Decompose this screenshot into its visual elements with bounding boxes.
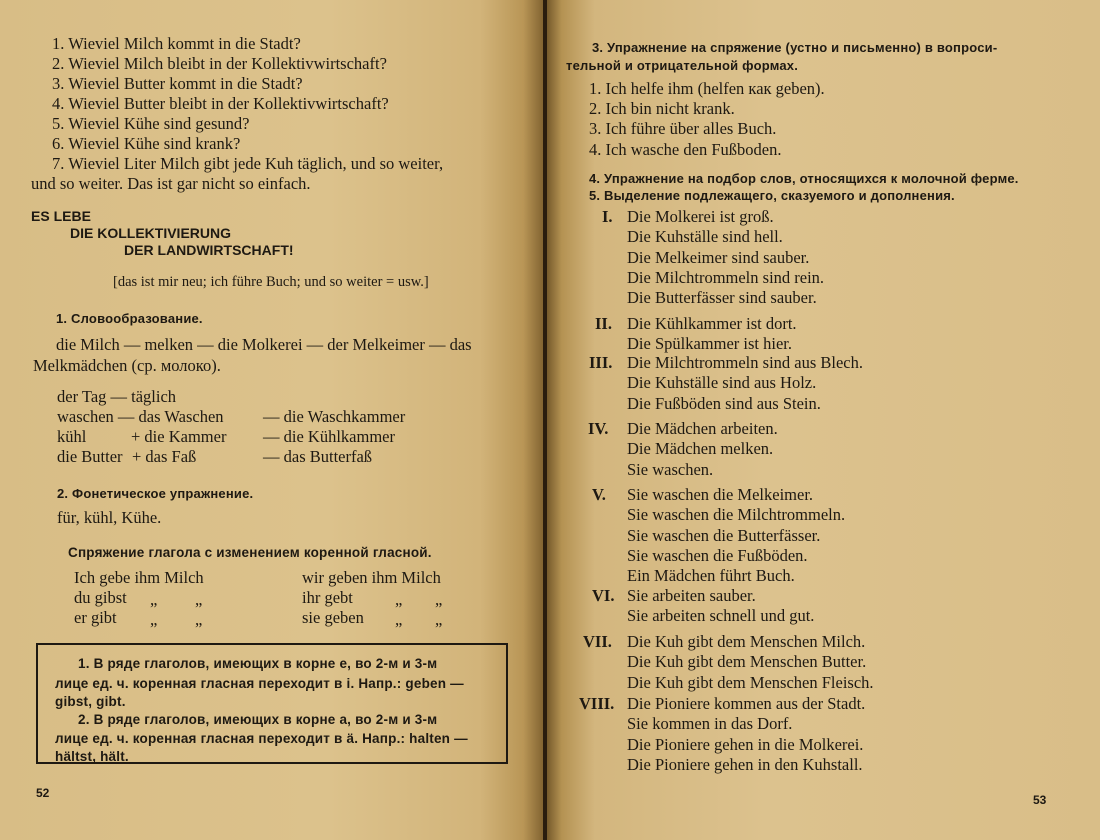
sentence-line: Ein Mädchen führt Buch. xyxy=(627,566,795,586)
vocab-note: [das ist mir neu; ich führe Buch; und so weiter = usw.] xyxy=(113,274,429,290)
question-7: 7. Wieviel Liter Milch gibt jede Kuh täglich, und so weiter, xyxy=(52,154,444,173)
section-numeral: VIII. xyxy=(579,694,615,713)
word-row-2-col3: — die Waschkammer xyxy=(263,407,406,426)
sentence-line: Sie kommen in das Dorf. xyxy=(627,714,793,734)
sentence-line: Die Kuhställe sind hell. xyxy=(627,227,783,247)
exercise-2-words: für, kühl, Kühe. xyxy=(57,508,162,527)
conj-left-1: Ich gebe ihm Milch xyxy=(74,568,204,587)
rule-2-line-3: hältst, hält. xyxy=(55,749,129,764)
sentence-line: Sie waschen die Fußböden. xyxy=(627,545,808,565)
sentence-line: Sie arbeiten sauber. xyxy=(627,586,756,605)
exercise-3-title-line-1: 3. Упражнение на спряжение (устно и письменно) в вопроси- xyxy=(592,40,998,55)
conj-left-3: er gibt xyxy=(74,608,117,627)
book-gutter xyxy=(543,0,547,840)
word-row-3-col1: kühl xyxy=(57,427,87,446)
question-4: 4. Wieviel Butter bleibt in der Kollektivwirtschaft? xyxy=(52,94,389,113)
rule-1-line-3: gibst, gibt. xyxy=(55,694,126,709)
section-numeral: IV. xyxy=(588,419,609,438)
question-7-cont: und so weiter. Das ist gar nicht so einfach. xyxy=(31,174,311,193)
section-numeral: VII. xyxy=(583,632,612,651)
sentence-line: Sie waschen. xyxy=(627,459,714,479)
exercise-1-title: 1. Словообразование. xyxy=(56,311,203,326)
exercise-3-item-2: 2. Ich bin nicht krank. xyxy=(589,99,735,118)
left-page xyxy=(0,0,545,840)
sentence-line: Sie arbeiten schnell und gut. xyxy=(627,606,815,626)
word-row-1: der Tag — täglich xyxy=(57,387,177,406)
section-numeral: II. xyxy=(595,314,612,333)
slogan-line-1: ES LEBE xyxy=(31,208,91,224)
rule-1-line-1: 1. В ряде глаголов, имеющих в корне e, во 2-м и 3-м xyxy=(78,656,438,671)
rule-2-line-2: лице ед. ч. коренная гласная переходит в ä. Напр.: halten — xyxy=(55,731,468,746)
ditto-mark: „ xyxy=(150,610,158,629)
word-row-3-col2: + die Kammer xyxy=(131,427,227,446)
ditto-mark: „ xyxy=(195,590,203,609)
ditto-mark: „ xyxy=(435,590,443,609)
ditto-mark: „ xyxy=(395,590,403,609)
question-3: 3. Wieviel Butter kommt in die Stadt? xyxy=(52,74,303,93)
exercise-2-title: 2. Фонетическое упражнение. xyxy=(57,486,254,501)
sentence-line: Die Milchtrommeln sind aus Blech. xyxy=(627,353,864,372)
section-numeral: I. xyxy=(602,207,613,226)
sentence-line: Die Melkeimer sind sauber. xyxy=(627,247,810,267)
sentence-line: Die Spülkammer ist hier. xyxy=(627,334,792,354)
conj-right-3: sie geben xyxy=(302,608,364,627)
rule-2-line-1: 2. В ряде глаголов, имеющих в корне a, во 2-м и 3-м xyxy=(78,712,438,727)
sentence-line: Die Pioniere gehen in die Molkerei. xyxy=(627,734,864,754)
conjugation-title: Спряжение глагола с изменением коренной гласной. xyxy=(68,545,432,560)
exercise-1-line-1: die Milch — melken — die Molkerei — der Melkeimer — das xyxy=(56,335,472,354)
ditto-mark: „ xyxy=(195,610,203,629)
exercise-3-item-3: 3. Ich führe über alles Buch. xyxy=(589,119,777,138)
conj-right-2: ihr gebt xyxy=(302,588,353,607)
exercise-5-title: 5. Выделение подлежащего, сказуемого и дополнения. xyxy=(589,188,955,203)
sentence-line: Die Mädchen arbeiten. xyxy=(627,419,778,438)
word-row-2-col1: waschen — das Waschen xyxy=(57,407,224,426)
ditto-mark: „ xyxy=(395,610,403,629)
section-numeral: III. xyxy=(589,353,613,372)
sentence-line: Sie waschen die Butterfässer. xyxy=(627,525,821,545)
sentence-line: Die Kuh gibt dem Menschen Milch. xyxy=(627,632,866,651)
page-number-right: 53 xyxy=(1033,793,1047,807)
question-6: 6. Wieviel Kühe sind krank? xyxy=(52,134,241,153)
sentence-line: Die Pioniere kommen aus der Stadt. xyxy=(627,694,866,713)
ditto-mark: „ xyxy=(435,610,443,629)
exercise-4-title: 4. Упражнение на подбор слов, относящихся к молочной ферме. xyxy=(589,171,1019,186)
conj-left-2: du gibst xyxy=(74,588,127,607)
sentence-line: Die Butterfässer sind sauber. xyxy=(627,288,817,308)
word-row-3-col3: — die Kühlkammer xyxy=(263,427,395,446)
sentence-line: Die Kuh gibt dem Menschen Fleisch. xyxy=(627,672,874,692)
exercise-1-line-2: Melkmädchen (ср. молоко). xyxy=(33,356,221,375)
sentence-line: Die Fußböden sind aus Stein. xyxy=(627,393,821,413)
sentence-line: Sie waschen die Melkeimer. xyxy=(627,485,814,504)
exercise-3-item-4: 4. Ich wasche den Fußboden. xyxy=(589,140,782,159)
exercise-3-title-line-2: тельной и отрицательной формах. xyxy=(566,58,799,73)
sentence-line: Die Kuhställe sind aus Holz. xyxy=(627,373,817,393)
question-2: 2. Wieviel Milch bleibt in der Kollektivwirtschaft? xyxy=(52,54,387,73)
word-row-4-col2: + das Faß xyxy=(132,447,197,466)
sentence-line: Die Pioniere gehen in den Kuhstall. xyxy=(627,754,863,774)
question-1: 1. Wieviel Milch kommt in die Stadt? xyxy=(52,34,301,53)
sentence-line: Die Kuh gibt dem Menschen Butter. xyxy=(627,652,867,672)
sentence-line: Die Molkerei ist groß. xyxy=(627,207,774,226)
conj-right-1: wir geben ihm Milch xyxy=(302,568,441,587)
slogan-line-2: DIE KOLLEKTIVIERUNG xyxy=(70,225,232,241)
word-row-4-col1: die Butter xyxy=(57,447,123,466)
sentence-line: Sie waschen die Milchtrommeln. xyxy=(627,505,846,525)
word-row-4-col3: — das Butterfaß xyxy=(263,447,373,466)
section-numeral: V. xyxy=(592,485,606,504)
ditto-mark: „ xyxy=(150,590,158,609)
exercise-3-item-1: 1. Ich helfe ihm (helfen как geben). xyxy=(589,79,825,98)
section-numeral: VI. xyxy=(592,586,615,605)
slogan-line-3: DER LANDWIRTSCHAFT! xyxy=(124,242,294,258)
page-number-left: 52 xyxy=(36,786,50,800)
sentence-line: Die Kühlkammer ist dort. xyxy=(627,314,797,333)
sentence-line: Die Milchtrommeln sind rein. xyxy=(627,267,825,287)
sentence-line: Die Mädchen melken. xyxy=(627,439,774,459)
right-page xyxy=(545,0,1100,840)
question-5: 5. Wieviel Kühe sind gesund? xyxy=(52,114,250,133)
rule-1-line-2: лице ед. ч. коренная гласная переходит в i. Напр.: geben — xyxy=(55,676,464,691)
